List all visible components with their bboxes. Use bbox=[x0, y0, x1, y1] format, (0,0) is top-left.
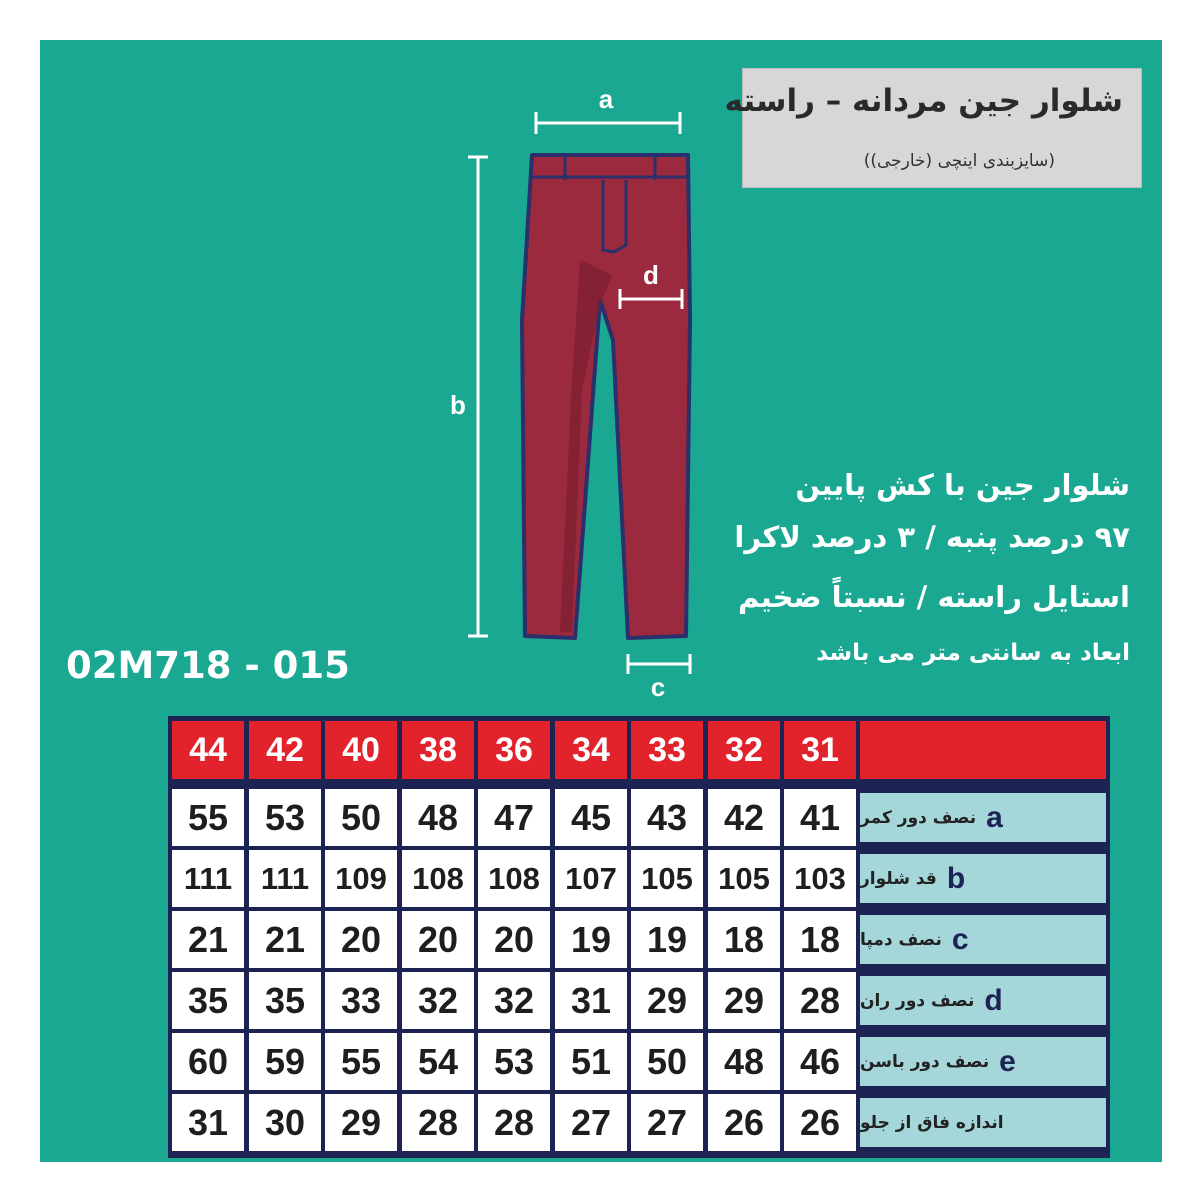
table-cell: 20 bbox=[325, 911, 397, 968]
table-cell: 26 bbox=[708, 1094, 780, 1151]
table-cell: 55 bbox=[172, 789, 244, 846]
size-header: 34 bbox=[555, 721, 627, 779]
row-letter: e bbox=[999, 1044, 1016, 1078]
pants-shape bbox=[522, 155, 690, 638]
row-label bbox=[860, 854, 1106, 903]
row-letter: b bbox=[946, 861, 966, 895]
table-cell: 42 bbox=[708, 789, 780, 846]
table-cell: 55 bbox=[325, 1033, 397, 1090]
size-header: 33 bbox=[631, 721, 703, 779]
table-cell: 41 bbox=[784, 789, 856, 846]
label-b: b bbox=[450, 390, 466, 420]
table-cell: 29 bbox=[631, 972, 703, 1029]
table-cell: 50 bbox=[325, 789, 397, 846]
row-letter: a bbox=[986, 800, 1003, 834]
row-letter: d bbox=[984, 983, 1003, 1017]
product-code: 02M718 - 015 bbox=[66, 644, 350, 687]
table-cell: 35 bbox=[249, 972, 321, 1029]
row-label-text: نصف دور کمر bbox=[860, 807, 977, 828]
row-label bbox=[860, 793, 1106, 842]
table-cell: 43 bbox=[631, 789, 703, 846]
table-cell: 103 bbox=[784, 850, 856, 907]
table-cell: 28 bbox=[478, 1094, 550, 1151]
table-cell: 53 bbox=[249, 789, 321, 846]
row-letter: c bbox=[951, 922, 969, 956]
table-cell: 21 bbox=[249, 911, 321, 968]
table-cell: 29 bbox=[325, 1094, 397, 1151]
dimension-b bbox=[468, 157, 488, 636]
table-cell: 54 bbox=[402, 1033, 474, 1090]
table-cell: 31 bbox=[172, 1094, 244, 1151]
size-header: 32 bbox=[708, 721, 780, 779]
table-cell: 21 bbox=[172, 911, 244, 968]
table-cell: 28 bbox=[784, 972, 856, 1029]
dimension-c bbox=[628, 654, 690, 674]
size-header: 38 bbox=[402, 721, 474, 779]
table-cell: 29 bbox=[708, 972, 780, 1029]
row-label bbox=[860, 1037, 1106, 1086]
table-cell: 27 bbox=[631, 1094, 703, 1151]
table-cell: 20 bbox=[478, 911, 550, 968]
table-cell: 30 bbox=[249, 1094, 321, 1151]
table-cell: 47 bbox=[478, 789, 550, 846]
table-cell: 20 bbox=[402, 911, 474, 968]
header-blank bbox=[860, 721, 1106, 779]
table-cell: 59 bbox=[249, 1033, 321, 1090]
table-cell: 111 bbox=[249, 850, 321, 907]
note-4: ابعاد به سانتی متر می باشد bbox=[816, 640, 1130, 666]
row-label bbox=[860, 976, 1106, 1025]
table-cell: 53 bbox=[478, 1033, 550, 1090]
page-subtitle: (سایزبندی اینچی (خارجی)) bbox=[863, 151, 1055, 171]
table-cell: 18 bbox=[708, 911, 780, 968]
table-cell: 32 bbox=[402, 972, 474, 1029]
table-cell: 32 bbox=[478, 972, 550, 1029]
row-label-text: نصف دور ران bbox=[860, 990, 975, 1011]
size-header: 40 bbox=[325, 721, 397, 779]
size-header: 44 bbox=[172, 721, 244, 779]
table-cell: 60 bbox=[172, 1033, 244, 1090]
table-cell: 46 bbox=[784, 1033, 856, 1090]
table-cell: 35 bbox=[172, 972, 244, 1029]
table-cell: 107 bbox=[555, 850, 627, 907]
table-cell: 109 bbox=[325, 850, 397, 907]
note-3: استایل راسته / نسبتاً ضخیم bbox=[738, 580, 1130, 614]
table-cell: 19 bbox=[555, 911, 627, 968]
table-cell: 19 bbox=[631, 911, 703, 968]
row-label-text: اندازه فاق از جلو bbox=[860, 1112, 1004, 1133]
label-c: c bbox=[650, 672, 666, 702]
table-cell: 48 bbox=[402, 789, 474, 846]
row-label-text: نصف دور باسن bbox=[860, 1051, 990, 1072]
table-cell: 31 bbox=[555, 972, 627, 1029]
title-box bbox=[724, 68, 1142, 188]
note-1: شلوار جین با کش پایین bbox=[795, 468, 1130, 502]
size-header: 31 bbox=[784, 721, 856, 779]
label-d: d bbox=[643, 260, 659, 290]
row-label-text: قد شلوار bbox=[860, 868, 937, 889]
table-cell: 33 bbox=[325, 972, 397, 1029]
table-cell: 48 bbox=[708, 1033, 780, 1090]
table-cell: 105 bbox=[708, 850, 780, 907]
page-title: شلوار جین مردانه – راسته bbox=[724, 83, 1123, 119]
table-cell: 27 bbox=[555, 1094, 627, 1151]
table-cell: 111 bbox=[172, 850, 244, 907]
table-cell: 50 bbox=[631, 1033, 703, 1090]
table-cell: 45 bbox=[555, 789, 627, 846]
row-label bbox=[860, 915, 1106, 964]
table-cell: 26 bbox=[784, 1094, 856, 1151]
note-2: ۹۷ درصد پنبه / ۳ درصد لاکرا bbox=[734, 520, 1130, 554]
table-cell: 28 bbox=[402, 1094, 474, 1151]
size-header: 42 bbox=[249, 721, 321, 779]
table-cell: 18 bbox=[784, 911, 856, 968]
table-cell: 108 bbox=[478, 850, 550, 907]
label-a: a bbox=[598, 84, 614, 114]
table-cell: 105 bbox=[631, 850, 703, 907]
dimension-a bbox=[536, 112, 680, 134]
table-cell: 108 bbox=[402, 850, 474, 907]
row-label-text: نصف دمپا bbox=[860, 929, 942, 950]
size-header: 36 bbox=[478, 721, 550, 779]
row-label bbox=[860, 1098, 1106, 1147]
table-cell: 51 bbox=[555, 1033, 627, 1090]
size-table bbox=[168, 716, 1110, 1158]
